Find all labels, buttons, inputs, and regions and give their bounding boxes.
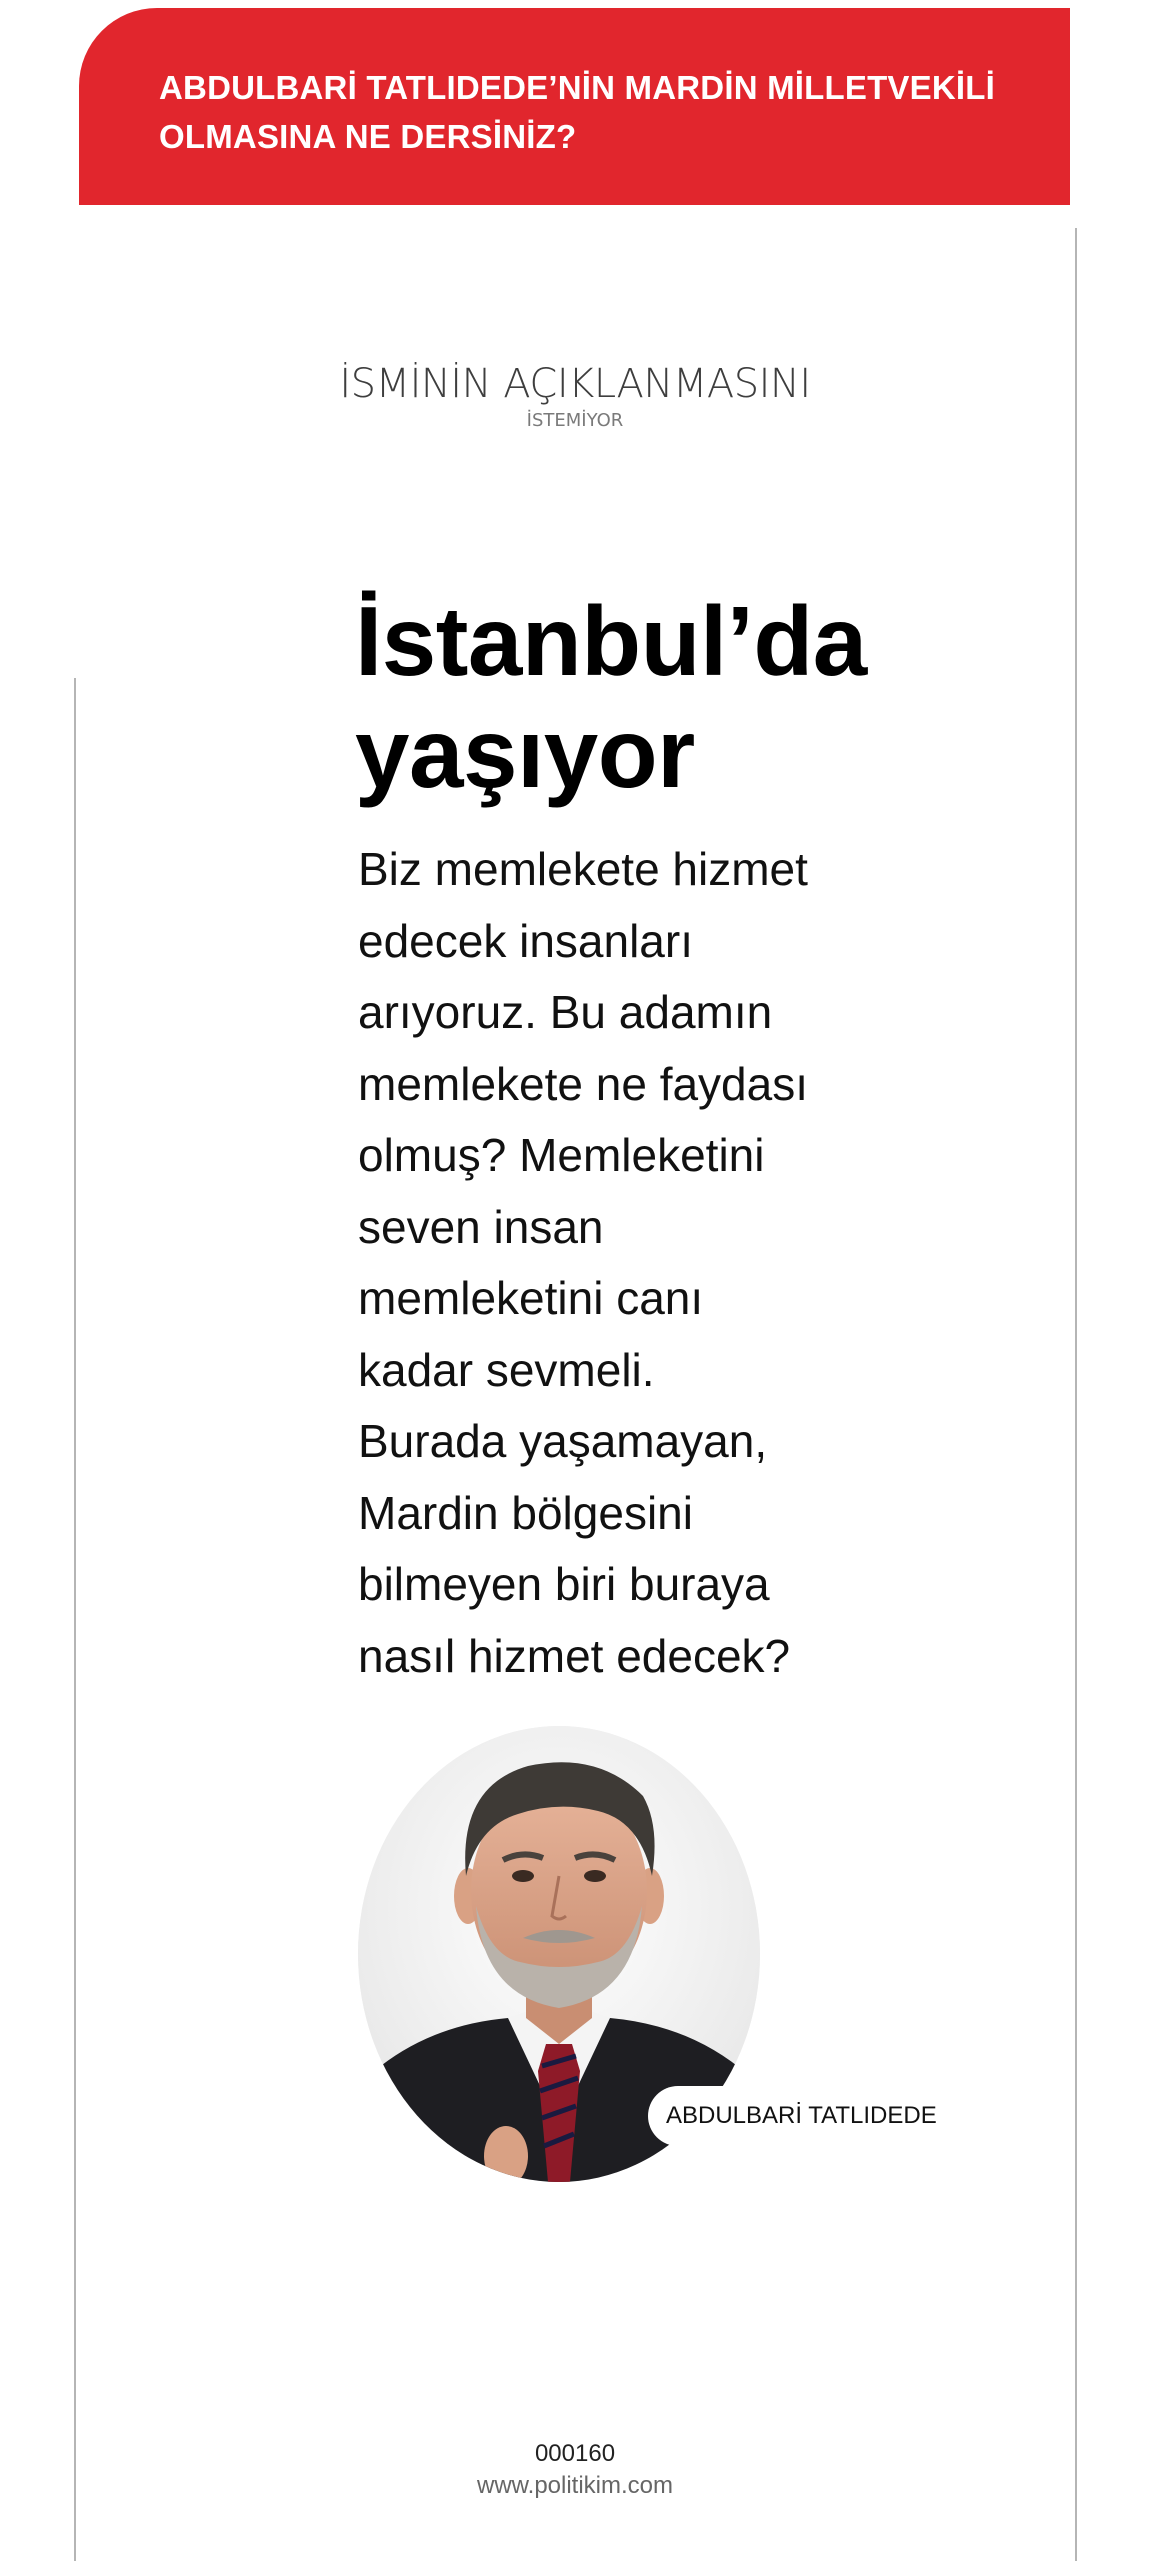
header-banner — [79, 8, 1070, 205]
headline — [355, 585, 1055, 809]
kicker-sub-text: İSTEMİYOR — [526, 410, 624, 431]
frame-divider-right — [1075, 228, 1077, 2561]
quote-body: Biz memlekete hizmet edecek insanları arıyoruz. Bu adamın memlekete ne faydası olmuş? Memleketini seven insan memleketini canı kadar sevmeli. Burada yaşamayan, Mardin bölgesini bilmeyen biri buraya nasıl hizmet edecek? — [358, 843, 809, 1682]
kicker — [0, 360, 1150, 434]
kicker-main-text: İSMİNİN AÇIKLANMASINI — [339, 361, 811, 407]
footer-site-link[interactable]: www.politikim.com — [476, 2472, 674, 2499]
frame-divider-left — [74, 678, 76, 2561]
portrait-name: ABDULBARİ TATLIDEDE — [666, 2102, 937, 2129]
footer — [0, 2438, 1150, 2502]
portrait-name-tag — [648, 2086, 961, 2146]
headline-line-1: İstanbul’da — [355, 586, 867, 696]
headline-line-2: yaşıyor — [355, 698, 695, 808]
survey-question-title: ABDULBARİ TATLIDEDE’NİN MARDİN MİLLETVEKİLİ OLMASINA NE DERSİNİZ? — [159, 69, 995, 155]
footer-code: 000160 — [534, 2440, 616, 2467]
